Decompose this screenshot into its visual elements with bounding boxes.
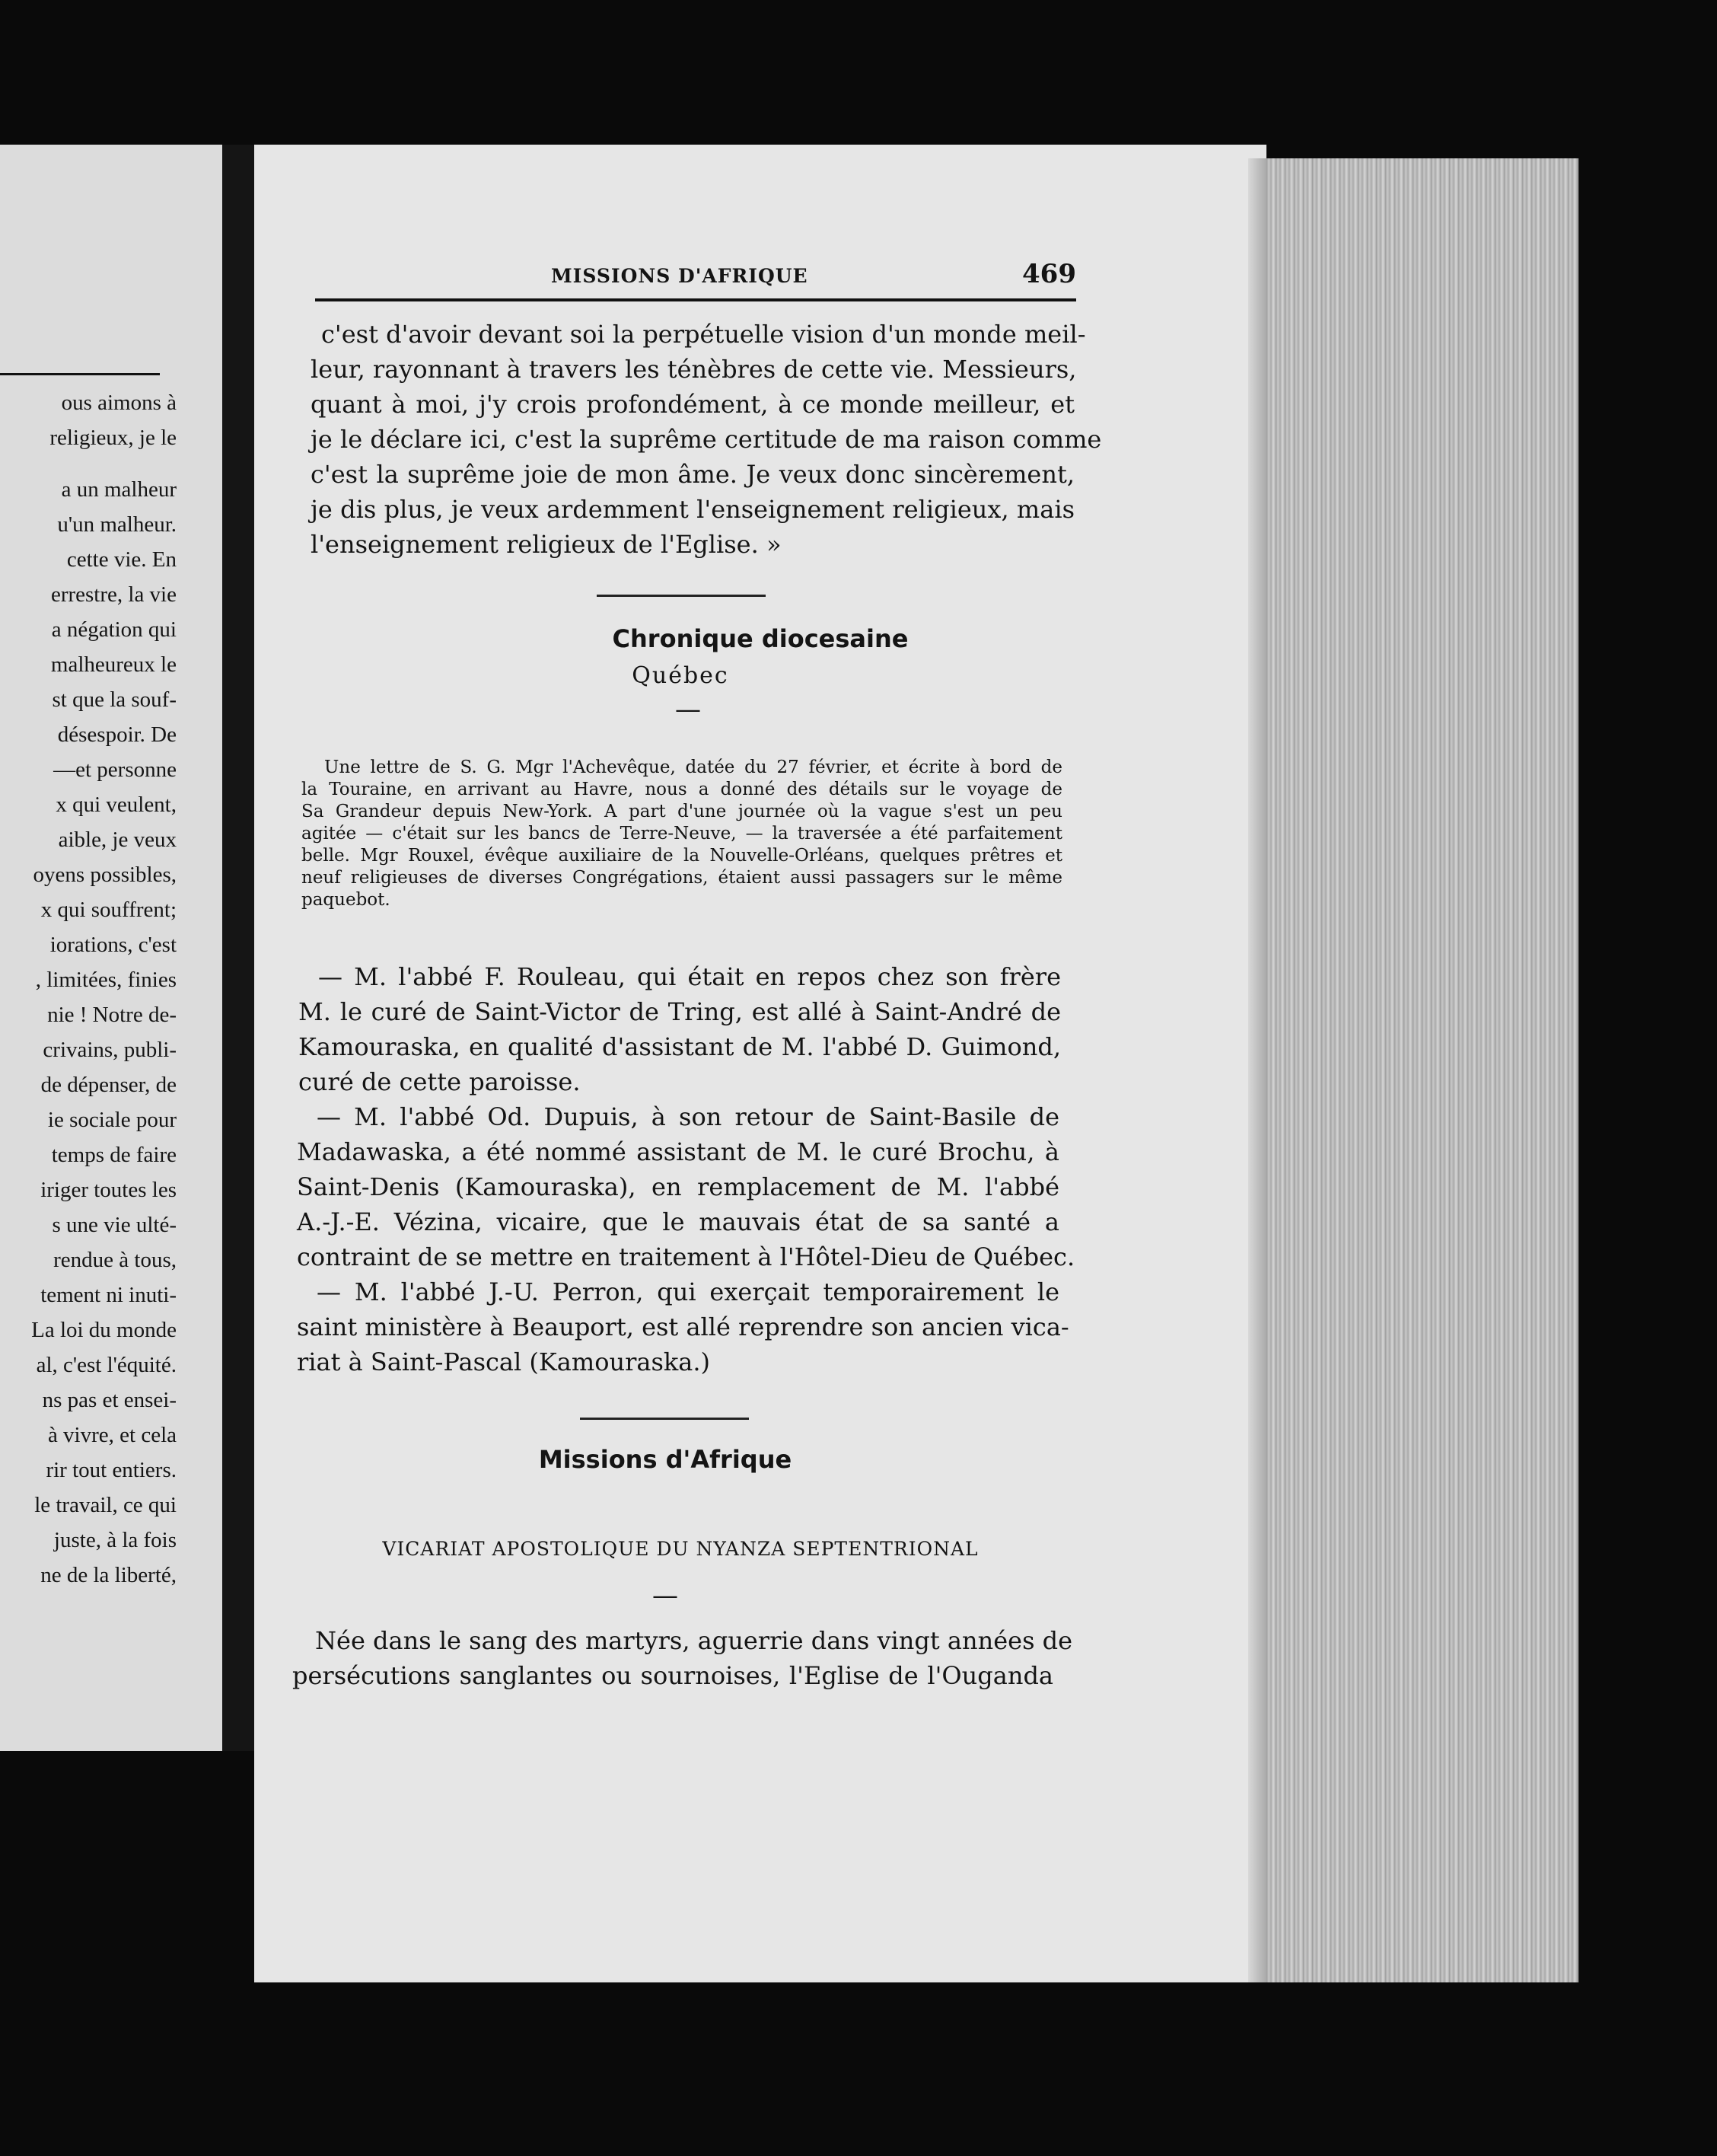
text-line: agitée — c'était sur les bancs de Terre-Neuve, — la traversée a été parfaitement — [301, 824, 1062, 844]
left-line: désespoir. De — [57, 722, 177, 747]
left-line: rir tout entiers. — [46, 1458, 177, 1482]
left-line: s une vie ulté- — [52, 1213, 177, 1237]
section-subtitle-quebec: Québec — [632, 662, 729, 689]
left-line: La loi du monde — [31, 1318, 177, 1342]
small-paragraph — [301, 757, 1062, 911]
left-line: oyens possibles, — [33, 863, 177, 887]
text-line: curé de cette paroisse. — [298, 1067, 581, 1096]
left-line: x qui souffrent; — [40, 898, 177, 922]
left-line: ous aimons à — [61, 391, 177, 415]
section-divider — [580, 1418, 749, 1420]
section-dash: — — [652, 1580, 678, 1611]
left-line: , limitées, finies — [35, 968, 177, 992]
section-title-chronique: Chronique diocesaine — [612, 624, 909, 653]
left-line: temps de faire — [51, 1143, 177, 1167]
left-line: al, c'est l'équité. — [36, 1353, 177, 1377]
text-line: persécutions sanglantes ou sournoises, l'Eglise de l'Ouganda — [292, 1661, 1053, 1690]
text-line: Née dans le sang des martyrs, aguerrie dans vingt années de — [315, 1626, 1073, 1655]
text-line: je dis plus, je veux ardemment l'enseignement religieux, mais — [311, 495, 1075, 524]
page-number: 469 — [1022, 259, 1076, 289]
text-line: riat à Saint-Pascal (Kamouraska.) — [297, 1348, 711, 1376]
text-line: A.-J.-E. Vézina, vicaire, que le mauvais état de sa santé a — [297, 1207, 1059, 1236]
text-line: je le déclare ici, c'est la suprême certitude de ma raison comme — [311, 425, 1102, 454]
text-line: Sa Grandeur depuis New-York. A part d'une journée où la vague s'est un peu — [301, 802, 1062, 821]
text-line: paquebot. — [301, 890, 390, 910]
text-line: l'enseignement religieux de l'Eglise. » — [311, 530, 782, 559]
header-rule — [315, 298, 1076, 301]
text-line: — M. l'abbé J.-U. Perron, qui exerçait temporairement le — [317, 1277, 1059, 1306]
left-page-lines — [0, 385, 177, 1593]
text-line: neuf religieuses de diverses Congrégations, étaient aussi passagers sur le même — [301, 868, 1062, 888]
left-line: iriger toutes les — [40, 1178, 177, 1202]
section-dash: — — [675, 694, 701, 725]
left-line: tement ni inuti- — [40, 1283, 177, 1307]
left-line: errestre, la vie — [50, 582, 177, 607]
text-line: Saint-Denis (Kamouraska), en remplacement de M. l'abbé — [297, 1172, 1059, 1201]
left-line: a un malheur — [61, 477, 177, 502]
closing-paragraph — [292, 1623, 1073, 1693]
left-line: ns pas et ensei- — [42, 1388, 177, 1412]
text-line: contraint de se mettre en traitement à l'Hôtel-Dieu de Québec. — [297, 1242, 1075, 1271]
left-line: malheureux le — [50, 652, 177, 677]
text-line: M. le curé de Saint-Victor de Tring, est allé à Saint-André de — [298, 997, 1061, 1026]
left-line: cette vie. En — [66, 547, 177, 572]
left-line: x qui veulent, — [56, 793, 177, 817]
section-subtitle-vicariat: VICARIAT APOSTOLIQUE DU NYANZA SEPTENTRIONAL — [382, 1538, 979, 1560]
text-line: — M. l'abbé Od. Dupuis, à son retour de Saint-Basile de — [317, 1102, 1059, 1131]
left-line: rendue à tous, — [53, 1248, 177, 1272]
left-line: st que la souf- — [52, 687, 177, 712]
book-gutter — [222, 145, 254, 1751]
left-page — [0, 145, 222, 1751]
left-line: crivains, publi- — [43, 1038, 177, 1062]
text-line: Madawaska, a été nommé assistant de M. le curé Brochu, à — [297, 1137, 1059, 1166]
left-line: aible, je veux — [58, 828, 177, 852]
news-item-dupuis — [297, 1099, 1075, 1274]
left-line: religieux, je le — [49, 426, 177, 450]
left-line: le travail, ce qui — [34, 1493, 177, 1517]
left-line: a négation qui — [51, 617, 177, 642]
text-line: leur, rayonnant à travers les ténèbres de cette vie. Messieurs, — [311, 355, 1077, 384]
text-line: Une lettre de S. G. Mgr l'Achevêque, datée du 27 février, et écrite à bord de — [324, 757, 1062, 777]
text-line: belle. Mgr Rouxel, évêque auxiliaire de la Nouvelle-Orléans, quelques prêtres et — [301, 846, 1062, 866]
left-line: —et personne — [53, 757, 177, 782]
text-line: c'est d'avoir devant soi la perpétuelle vision d'un monde meil- — [321, 320, 1086, 349]
text-line: saint ministère à Beauport, est allé reprendre son ancien vica- — [297, 1312, 1069, 1341]
text-line: c'est la suprême joie de mon âme. Je veux donc sincèrement, — [311, 460, 1075, 489]
left-line: ne de la liberté, — [40, 1563, 177, 1587]
left-line: de dépenser, de — [40, 1073, 177, 1097]
text-line: — M. l'abbé F. Rouleau, qui était en repos chez son frère — [318, 962, 1061, 991]
left-line: nie ! Notre de- — [47, 1003, 177, 1027]
news-item-perron — [297, 1274, 1069, 1379]
left-line: iorations, c'est — [49, 933, 177, 957]
section-title-missions: Missions d'Afrique — [538, 1445, 792, 1474]
page-stack-edge — [1266, 158, 1578, 1982]
left-line: ie sociale pour — [47, 1108, 177, 1132]
text-line: la Touraine, en arrivant au Havre, nous a donné des détails sur le voyage de — [301, 780, 1062, 799]
running-header — [315, 259, 1076, 295]
news-item-rouleau — [298, 959, 1061, 1099]
section-divider — [597, 595, 766, 597]
text-line: quant à moi, j'y crois profondément, à ce monde meilleur, et — [311, 390, 1075, 419]
text-line: Kamouraska, en qualité d'assistant de M. l'abbé D. Guimond, — [298, 1032, 1061, 1061]
running-title: MISSIONS D'AFRIQUE — [551, 265, 808, 287]
left-line: juste, à la fois — [53, 1528, 177, 1552]
left-line: u'un malheur. — [57, 512, 177, 537]
left-page-rule — [0, 373, 160, 375]
opening-paragraph — [311, 317, 1102, 562]
left-line: à vivre, et cela — [47, 1423, 177, 1447]
